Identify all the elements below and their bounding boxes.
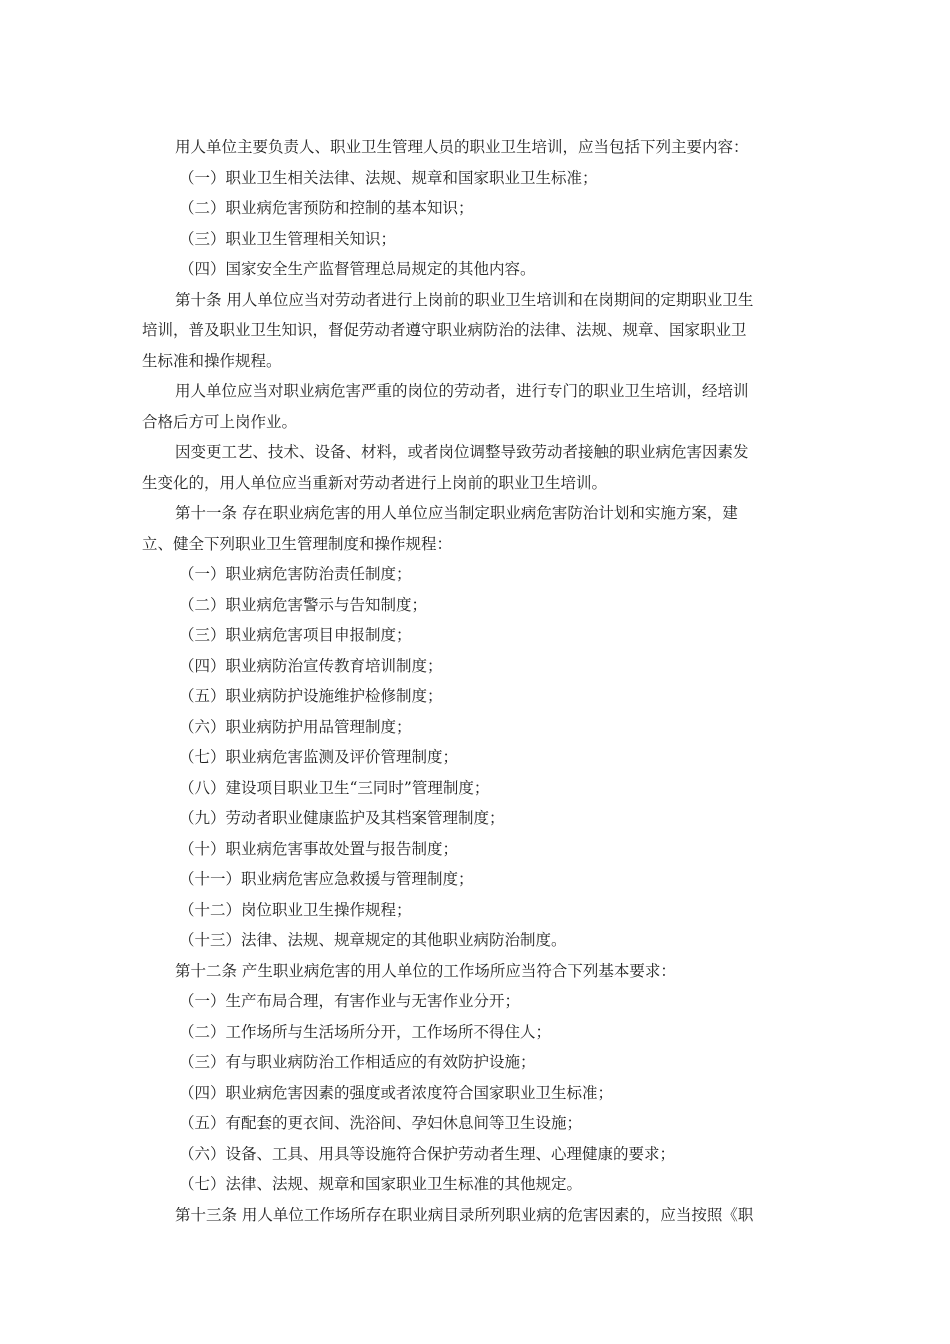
document-body (142, 132, 812, 1230)
text-line: （二）职业病危害预防和控制的基本知识； (179, 199, 474, 217)
text-line: （五）职业病防护设施维护检修制度； (179, 687, 443, 705)
text-line: 第十二条 产生职业病危害的用人单位的工作场所应当符合下列基本要求： (175, 961, 676, 980)
text-line: （三）有与职业病防治工作相适应的有效防护设施； (179, 1053, 536, 1071)
text-line: 用人单位主要负责人、职业卫生管理人员的职业卫生培训，应当包括下列主要内容： (175, 138, 749, 156)
text-line: （四）国家安全生产监督管理总局规定的其他内容。 (179, 260, 536, 278)
text-line: （十）职业病危害事故处置与报告制度； (179, 839, 459, 858)
text-line: （四）职业病防治宣传教育培训制度； (179, 656, 443, 675)
text-line: （七）职业病危害监测及评价管理制度； (179, 748, 459, 766)
text-line: 立、健全下列职业卫生管理制度和操作规程： (142, 534, 453, 553)
text-line: （三）职业卫生管理相关知识； (179, 229, 397, 248)
text-line: （一）职业卫生相关法律、法规、规章和国家职业卫生标准； (179, 168, 598, 187)
text-line: （三）职业病危害项目申报制度； (179, 626, 412, 644)
text-line: （一）生产布局合理，有害作业与无害作业分开； (179, 992, 521, 1010)
text-line: （八）建设项目职业卫生“三同时”管理制度； (179, 778, 490, 797)
text-line: 生标准和操作规程。 (142, 351, 282, 370)
text-line: （五）有配套的更衣间、洗浴间、孕妇休息间等卫生设施； (179, 1114, 583, 1132)
text-line: 用人单位应当对职业病危害严重的岗位的劳动者，进行专门的职业卫生培训，经培训 (175, 382, 749, 400)
text-line: （九）劳动者职业健康监护及其档案管理制度； (179, 809, 505, 827)
text-line: 培训，普及职业卫生知识，督促劳动者遵守职业病防治的法律、法规、规章、国家职业卫 (142, 321, 747, 339)
text-line: （四）职业病危害因素的强度或者浓度符合国家职业卫生标准； (179, 1083, 614, 1102)
text-line: （十二）岗位职业卫生操作规程； (179, 900, 412, 919)
text-line: （六）职业病防护用品管理制度； (179, 717, 412, 736)
text-line: 第十一条 存在职业病危害的用人单位应当制定职业病危害防治计划和实施方案，建 (175, 504, 738, 522)
text-line: 合格后方可上岗作业。 (142, 412, 298, 431)
text-line: 第十条 用人单位应当对劳动者进行上岗前的职业卫生培训和在岗期间的定期职业卫生 (175, 290, 754, 309)
text-line: 因变更工艺、技术、设备、材料，或者岗位调整导致劳动者接触的职业病危害因素发 (175, 443, 749, 461)
text-line: 第十三条 用人单位工作场所存在职业病目录所列职业病的危害因素的，应当按照《职 (175, 1205, 754, 1224)
text-line: （十一）职业病危害应急救援与管理制度； (179, 870, 474, 888)
text-line: （七）法律、法规、规章和国家职业卫生标准的其他规定。 (179, 1175, 583, 1193)
text-line: 生变化的，用人单位应当重新对劳动者进行上岗前的职业卫生培训。 (142, 473, 608, 492)
text-line: （一）职业病危害防治责任制度； (179, 565, 412, 583)
text-line: （六）设备、工具、用具等设施符合保护劳动者生理、心理健康的要求； (179, 1144, 676, 1163)
text-line: （二）职业病危害警示与告知制度； (179, 595, 428, 614)
text-line: （十三）法律、法规、规章规定的其他职业病防治制度。 (179, 931, 567, 949)
text-line: （二）工作场所与生活场所分开，工作场所不得住人； (179, 1022, 552, 1041)
